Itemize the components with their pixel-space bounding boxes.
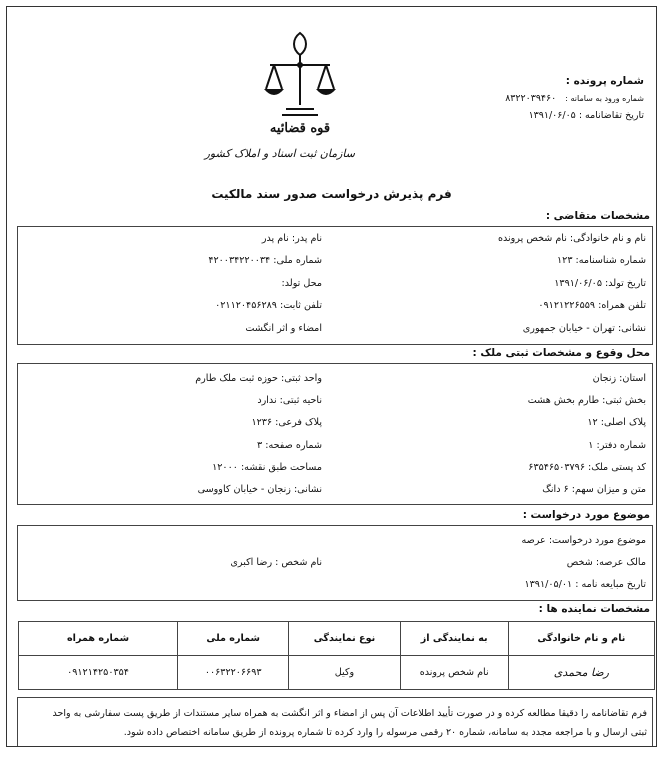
scales-emblem-icon (262, 31, 338, 119)
organization-name: قوه قضائیه (269, 121, 331, 136)
property-map-area: مساحت طبق نقشه: ۱۲۰۰۰ (212, 462, 322, 473)
form-title: فرم پذیرش درخواست صدور سند مالکیت (211, 187, 452, 201)
property-address: نشانی: زنجان - خیابان کاووسی (197, 484, 322, 495)
request-date-label: تاریخ تقاضانامه : (578, 110, 644, 121)
table-row (19, 656, 655, 690)
applicant-signature: امضاء و اثر انگشت (245, 323, 322, 334)
file-number-title: شماره پرونده : (565, 75, 644, 87)
request-owner: مالک عرصه: شخص (566, 557, 646, 568)
header-mobile: شماره همراه (19, 622, 178, 656)
applicant-id-number: شماره شناسنامه: ۱۲۳ (557, 255, 646, 266)
rep-on-behalf-of: نام شخص پرونده (400, 656, 508, 690)
request-box (17, 525, 653, 601)
property-main-plate: پلاک اصلی: ۱۲ (587, 417, 646, 428)
judiciary-emblem (204, 31, 355, 181)
request-section-title: موضوع مورد درخواست : (522, 509, 650, 521)
property-sub-plate: پلاک فرعی: ۱۲۳۶ (251, 417, 322, 428)
request-date-value: ۱۳۹۱/۰۶/۰۵ (528, 110, 576, 121)
header-national-id: شماره ملی (178, 622, 289, 656)
request-contract-date: تاریخ مبایعه نامه : ۱۳۹۱/۰۵/۰۱ (524, 579, 646, 590)
property-share: متن و میزان سهم: ۶ دانگ (542, 484, 646, 495)
property-box (17, 363, 653, 505)
property-book-number: شماره دفتر: ۱ (588, 440, 646, 451)
representatives-section-title: مشخصات نماینده ها : (538, 603, 650, 615)
form-page (6, 6, 657, 747)
applicant-name: نام و نام خانوادگی: نام شخص پرونده (497, 233, 646, 244)
entry-number-value: ۸۳۲۲۰۳۹۴۶۰ (505, 93, 557, 105)
applicant-father: نام پدر: نام پدر (261, 233, 322, 244)
file-info (414, 75, 644, 122)
applicant-mobile: تلفن همراه: ۰۹۱۲۱۲۲۶۵۵۹ (538, 300, 646, 311)
rep-representation-type: وکیل (289, 656, 400, 690)
representatives-table (18, 621, 655, 690)
request-person: نام شخص : رضا اکبری (230, 557, 322, 568)
property-registry-area: ناحیه ثبتی: ندارد (257, 395, 322, 406)
entry-number-label: شماره ورود به سامانه : (565, 94, 644, 104)
header-representation-type: نوع نمایندگی (289, 622, 400, 656)
property-section-title: محل وقوع و مشخصات ثبتی ملک : (472, 347, 650, 359)
sub-organization-name: سازمان ثبت اسناد و املاک کشور (204, 147, 355, 161)
note-line-1: فرم تقاضانامه را دقیقا مطالعه کرده و در صورت تأیید اطلاعات آن پس از امضاء و اثر انگشت به همراه سایر مستندات از طریق پست سفارشی به واحد (52, 708, 647, 719)
property-registry-unit: واحد ثبتی: حوزه ثبت ملک طارم (195, 373, 322, 384)
table-header-row (19, 622, 655, 656)
applicant-birth-place: محل تولد: (281, 278, 322, 289)
note-line-2: ثبتی ارسال و با مراجعه مجدد به سامانه، شماره ۲۰ رقمی مرسوله را وارد کرده تا شماره پرونده از طریق سامانه اختصاص داده شود. (123, 726, 647, 738)
applicant-birth-date: تاریخ تولد: ۱۳۹۱/۰۶/۰۵ (554, 278, 646, 289)
property-province: استان: زنجان (592, 373, 646, 384)
applicant-box (17, 226, 653, 345)
header-on-behalf-of: به نمایندگی از (400, 622, 508, 656)
applicant-national-id: شماره ملی: ۴۲۰۰۳۴۲۲۰۰۳۴ (208, 255, 322, 266)
request-subject: موضوع مورد درخواست: عرصه (521, 535, 646, 546)
header-full-name: نام و نام خانوادگی (508, 622, 654, 656)
rep-full-name: رضا محمدی (508, 656, 654, 690)
property-postal-code: کد پستی ملک: ۶۳۵۴۶۵۰۳۷۹۶ (528, 462, 646, 473)
rep-mobile: ۰۹۱۲۱۴۲۵۰۳۵۴ (19, 656, 178, 690)
property-page-number: شماره صفحه: ۳ (257, 440, 322, 451)
applicant-phone: تلفن ثابت: ۰۲۱۱۲۰۴۵۶۲۸۹ (215, 300, 322, 311)
applicant-address: نشانی: تهران - خیابان جمهوری (522, 323, 646, 334)
rep-national-id: ۰۰۶۳۲۲۰۶۶۹۳ (178, 656, 289, 690)
property-registry-section: بخش ثبتی: طارم بخش هشت (527, 395, 646, 406)
request-date-row (414, 110, 644, 122)
entry-number-row (414, 93, 644, 105)
applicant-section-title: مشخصات متقاضی : (545, 210, 650, 222)
instruction-note (17, 697, 653, 747)
